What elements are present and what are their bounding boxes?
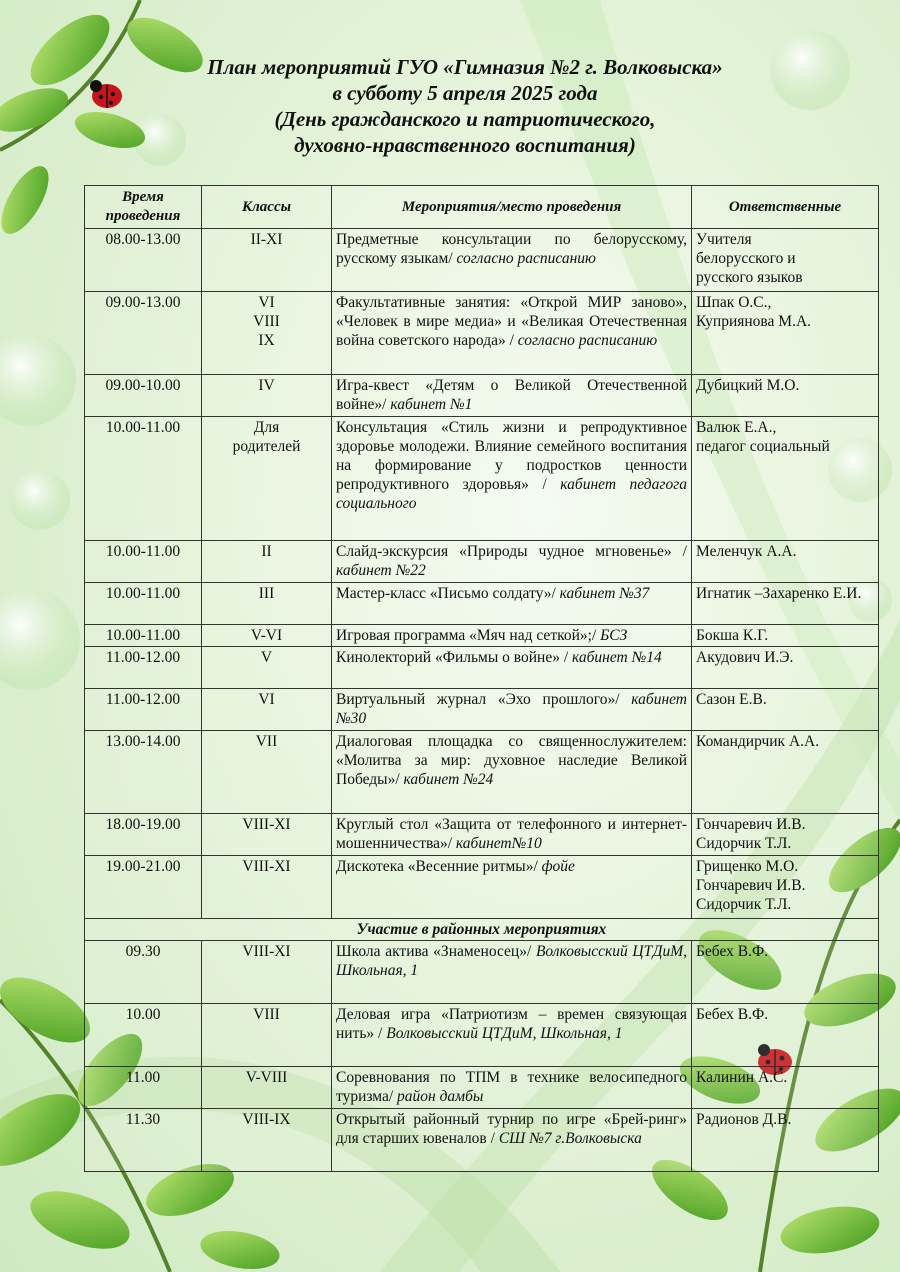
cell-event — [332, 1004, 692, 1067]
class-label: VIII-IX — [242, 1111, 291, 1128]
cell-responsible — [692, 229, 879, 292]
cell-classes — [202, 856, 332, 919]
cell-classes — [202, 941, 332, 1004]
cell-responsible — [692, 1109, 879, 1172]
cell-classes — [202, 1067, 332, 1109]
section-title: Участие в районных мероприятиях — [85, 919, 879, 941]
cell-classes — [202, 229, 332, 292]
responsible-name: Сидорчик Т.Л. — [696, 835, 792, 852]
class-label: II-XI — [250, 231, 283, 248]
cell-classes — [202, 375, 332, 417]
cell-classes — [202, 689, 332, 731]
responsible-name: Калинин А.С. — [696, 1069, 788, 1086]
cell-time: 10.00-11.00 — [85, 625, 202, 647]
cell-responsible — [692, 856, 879, 919]
responsible-name: Командирчик А.А. — [696, 733, 820, 750]
responsible-name: педагог социальный — [696, 438, 830, 455]
event-text: Дискотека «Весенние ритмы»/ — [336, 858, 542, 875]
title-line: в субботу 5 апреля 2025 года — [332, 81, 598, 105]
cell-responsible — [692, 417, 879, 541]
cell-time: 10.00 — [85, 1004, 202, 1067]
cell-time: 11.00 — [85, 1067, 202, 1109]
class-label: IV — [258, 377, 275, 394]
responsible-name: Валюк Е.А., — [696, 419, 777, 436]
table-row — [85, 541, 879, 583]
cell-time: 09.30 — [85, 941, 202, 1004]
event-text: Соревнования по ТПМ в технике велосипедного туризма/ — [336, 1069, 687, 1105]
cell-classes — [202, 1109, 332, 1172]
cell-responsible — [692, 625, 879, 647]
responsible-name: русского языков — [696, 269, 803, 286]
event-place: Волковысский ЦТДиМ, Школьная, 1 — [386, 1025, 623, 1042]
cell-time: 08.00-13.00 — [85, 229, 202, 292]
cell-responsible — [692, 375, 879, 417]
cell-classes — [202, 814, 332, 856]
cell-classes — [202, 625, 332, 647]
events-table — [84, 185, 879, 1172]
event-place: кабинет №14 — [572, 649, 662, 666]
event-text: Деловая игра «Патриотизм – времен связующая нить» / — [336, 1006, 687, 1042]
cell-classes — [202, 583, 332, 625]
table-row — [85, 292, 879, 375]
cell-event — [332, 292, 692, 375]
event-text: Открытый районный турнир по игре «Брей-ринг» для старших ювеналов / — [336, 1111, 687, 1147]
cell-time: 18.00-19.00 — [85, 814, 202, 856]
class-label: V-VI — [250, 627, 283, 644]
event-place: район дамбы — [397, 1088, 484, 1105]
responsible-name: Дубицкий М.О. — [696, 377, 800, 394]
event-text: Игровая программа «Мяч над сеткой»;/ — [336, 627, 601, 644]
class-label: III — [258, 585, 275, 602]
cell-responsible — [692, 292, 879, 375]
cell-responsible — [692, 941, 879, 1004]
cell-classes — [202, 647, 332, 689]
cell-event — [332, 375, 692, 417]
table-row — [85, 731, 879, 814]
cell-event — [332, 541, 692, 583]
table-row — [85, 375, 879, 417]
cell-responsible — [692, 1067, 879, 1109]
event-text: Школа актива «Знаменосец»/ — [336, 943, 536, 960]
cell-event — [332, 689, 692, 731]
cell-responsible — [692, 814, 879, 856]
ladybug-icon — [90, 80, 122, 108]
column-header-event: Мероприятия/место проведения — [332, 186, 692, 229]
event-place: кабинет№10 — [455, 835, 542, 852]
class-label: VIII — [253, 1006, 280, 1023]
table-header-row — [85, 186, 879, 229]
class-label: VII — [255, 733, 278, 750]
cell-event — [332, 583, 692, 625]
cell-time: 09.00-10.00 — [85, 375, 202, 417]
bubble-icon — [770, 30, 850, 110]
class-label: V-VIII — [245, 1069, 288, 1086]
event-place: кабинет педагога социального — [336, 476, 687, 512]
event-text: Мастер-класс «Письмо солдату»/ — [336, 585, 560, 602]
cell-classes — [202, 1004, 332, 1067]
title-line: (День гражданского и патриотического, — [274, 107, 656, 131]
cell-event — [332, 229, 692, 292]
event-place: согласно расписанию — [517, 332, 658, 349]
responsible-name: Сазон Е.В. — [696, 691, 767, 708]
cell-classes — [202, 417, 332, 541]
cell-time: 11.30 — [85, 1109, 202, 1172]
class-label: IX — [258, 332, 275, 349]
title-line: План мероприятий ГУО «Гимназия №2 г. Волковыска» — [207, 55, 723, 79]
event-text: Круглый стол «Защита от телефонного и интернет-мошенничества»/ — [336, 816, 687, 852]
class-label: Для — [253, 419, 280, 436]
event-place: кабинет №30 — [336, 691, 687, 727]
column-header-time: Время проведения — [85, 186, 202, 229]
responsible-name: Игнатик –Захаренко Е.И. — [696, 585, 862, 602]
table-row — [85, 689, 879, 731]
event-text: Консультация «Стиль жизни и репродуктивное здоровье молодежи. Влияние семейного воспитания на формирование у подростков ценности репродуктивного здоровья» / — [336, 419, 687, 493]
cell-event — [332, 417, 692, 541]
class-label: VIII — [253, 313, 280, 330]
responsible-name: Бебех В.Ф. — [696, 943, 769, 960]
event-place: СШ №7 г.Волковыска — [498, 1130, 642, 1147]
table-row — [85, 1067, 879, 1109]
event-place: кабинет №37 — [559, 585, 650, 602]
event-place: Волковысский ЦТДиМ, Школьная, 1 — [336, 943, 687, 979]
cell-responsible — [692, 583, 879, 625]
responsible-name: Акудович И.Э. — [696, 649, 794, 666]
event-place: фойе — [541, 858, 575, 875]
responsible-name: Учителя — [696, 231, 752, 248]
cell-time: 09.00-13.00 — [85, 292, 202, 375]
table-row — [85, 1004, 879, 1067]
cell-time: 10.00-11.00 — [85, 417, 202, 541]
cell-time: 10.00-11.00 — [85, 541, 202, 583]
cell-classes — [202, 292, 332, 375]
responsible-name: Сидорчик Т.Л. — [696, 896, 792, 913]
class-label: II — [261, 543, 272, 560]
cell-time: 13.00-14.00 — [85, 731, 202, 814]
cell-responsible — [692, 1004, 879, 1067]
table-row — [85, 814, 879, 856]
class-label: VIII-XI — [242, 816, 291, 833]
cell-responsible — [692, 689, 879, 731]
event-text: Факультативные занятия: «Открой МИР заново», «Человек в мире медиа» и «Великая Отечественная война советского народа» / — [336, 294, 687, 349]
class-label: VIII-XI — [242, 858, 291, 875]
bubble-icon — [0, 334, 76, 426]
table-row — [85, 856, 879, 919]
responsible-name: Грищенко М.О. — [696, 858, 799, 875]
table-row — [85, 625, 879, 647]
class-label: VI — [258, 294, 275, 311]
table-row — [85, 417, 879, 541]
responsible-name: Бебех В.Ф. — [696, 1006, 769, 1023]
event-text: Предметные консультации по белорусскому, русскому языкам/ — [336, 231, 687, 267]
event-place: БСЗ — [600, 627, 628, 644]
cell-classes — [202, 541, 332, 583]
event-text: Диалоговая площадка со священнослужителем: «Молитва за мир: духовное наследие Великой Победы»/ — [336, 733, 687, 788]
cell-classes — [202, 731, 332, 814]
responsible-name: Шпак О.С., — [696, 294, 772, 311]
cell-time: 19.00-21.00 — [85, 856, 202, 919]
cell-event — [332, 856, 692, 919]
title-line: духовно-нравственного воспитания) — [294, 133, 636, 157]
class-label: VI — [258, 691, 275, 708]
bubble-icon — [0, 590, 80, 690]
event-place: кабинет №1 — [390, 396, 473, 413]
responsible-name: белорусского и — [696, 250, 796, 267]
table-row — [85, 583, 879, 625]
cell-time: 11.00-12.00 — [85, 647, 202, 689]
responsible-name: Гончаревич И.В. — [696, 816, 806, 833]
event-text: Игра-квест «Детям о Великой Отечественной войне»/ — [336, 377, 687, 413]
responsible-name: Гончаревич И.В. — [696, 877, 806, 894]
column-header-classes: Классы — [202, 186, 332, 229]
column-header-responsible: Ответственные — [692, 186, 879, 229]
cell-event — [332, 625, 692, 647]
class-label: родителей — [232, 438, 301, 455]
cell-event — [332, 1109, 692, 1172]
cell-responsible — [692, 541, 879, 583]
cell-time: 10.00-11.00 — [85, 583, 202, 625]
responsible-name: Меленчук А.А. — [696, 543, 797, 560]
section-row — [85, 919, 879, 941]
table-row — [85, 941, 879, 1004]
cell-time: 11.00-12.00 — [85, 689, 202, 731]
page-title — [150, 54, 780, 158]
responsible-name: Бокша К.Г. — [696, 627, 769, 644]
table-row — [85, 229, 879, 292]
cell-event — [332, 647, 692, 689]
bubble-icon — [10, 470, 70, 530]
event-text: Виртуальный журнал «Эхо прошлого»/ — [336, 691, 632, 708]
class-label: V — [260, 649, 273, 666]
class-label: VIII-XI — [242, 943, 291, 960]
table-row — [85, 647, 879, 689]
event-text: Кинолекторий «Фильмы о войне» / — [336, 649, 573, 666]
cell-event — [332, 1067, 692, 1109]
event-place: кабинет №24 — [403, 771, 494, 788]
responsible-name: Радионов Д.В. — [696, 1111, 792, 1128]
cell-responsible — [692, 731, 879, 814]
event-text: Слайд-экскурсия «Природы чудное мгновенье» / — [336, 543, 687, 560]
cell-event — [332, 941, 692, 1004]
table-row — [85, 1109, 879, 1172]
responsible-name: Куприянова М.А. — [696, 313, 812, 330]
event-place: согласно расписанию — [456, 250, 596, 267]
event-place: кабинет №22 — [336, 562, 426, 579]
cell-event — [332, 814, 692, 856]
cell-event — [332, 731, 692, 814]
cell-responsible — [692, 647, 879, 689]
